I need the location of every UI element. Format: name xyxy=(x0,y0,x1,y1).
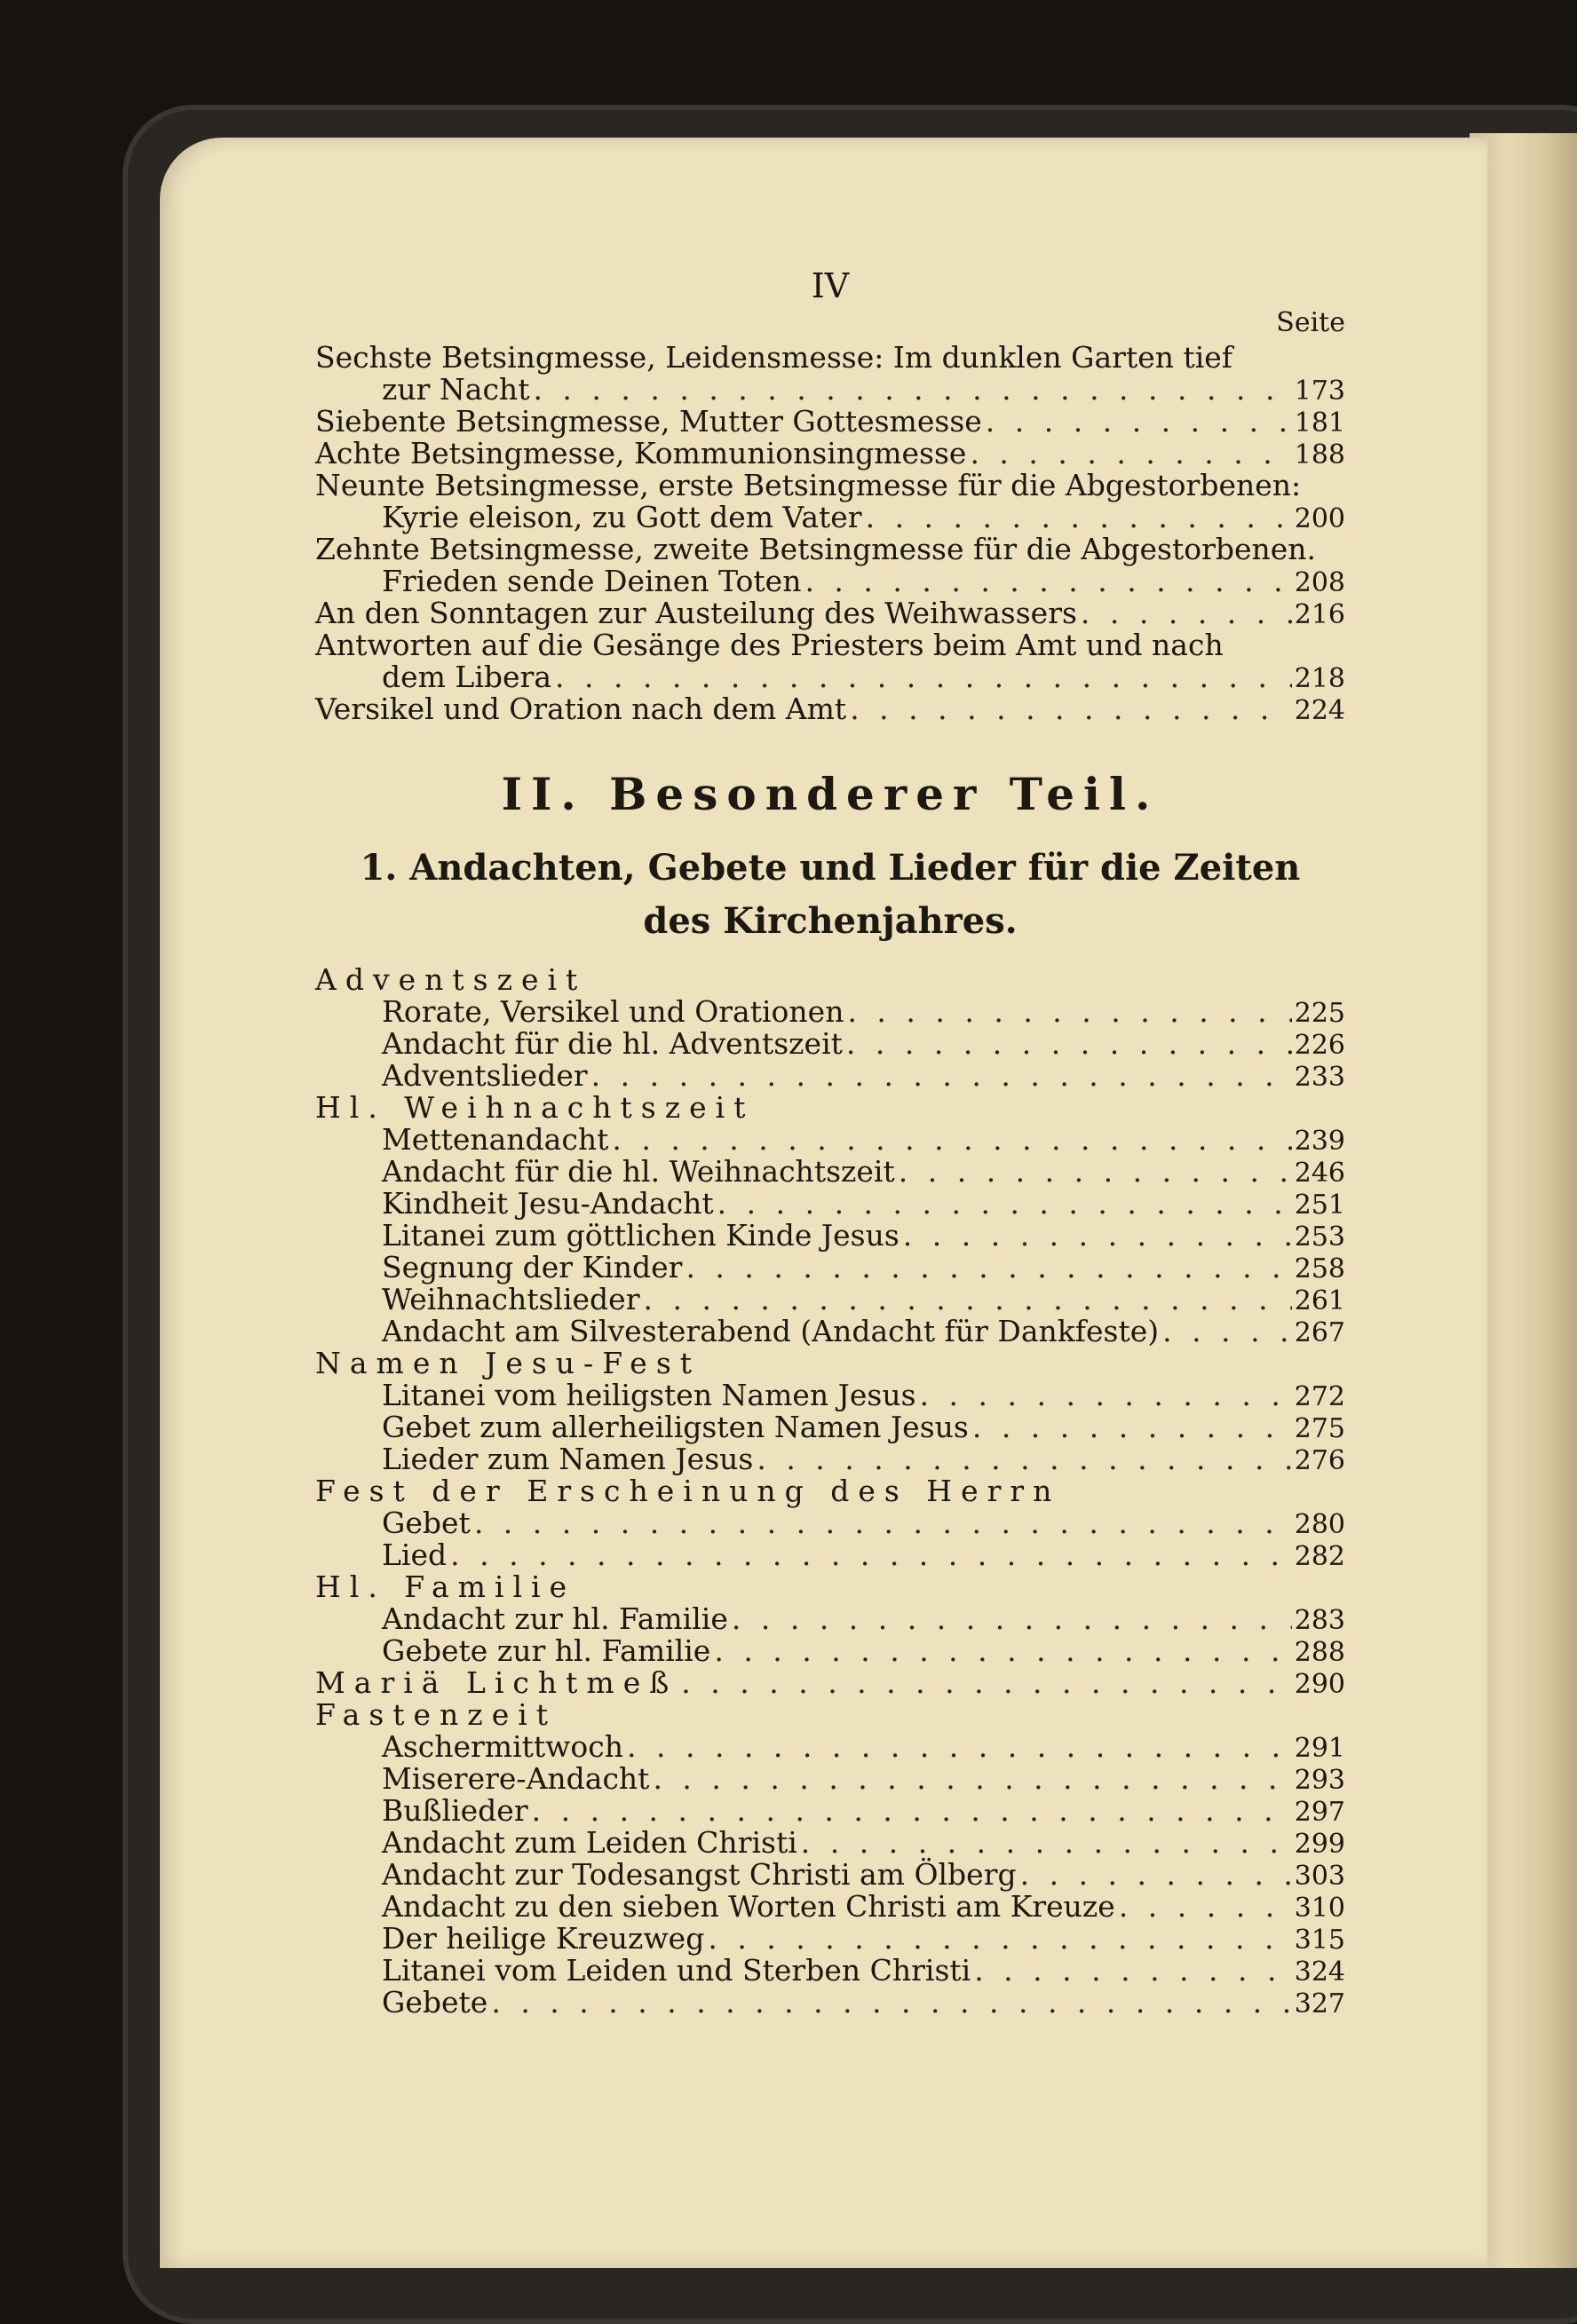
entry-title: Bußlieder xyxy=(382,1793,528,1828)
section-heading: Adventszeit xyxy=(315,962,587,997)
toc-entry xyxy=(315,1316,1345,1348)
dot-leader xyxy=(471,1507,1292,1539)
toc-entry xyxy=(315,661,1345,693)
page-column-label: Seite xyxy=(1276,307,1345,338)
dot-leader xyxy=(1077,597,1292,629)
dot-leader xyxy=(714,1188,1292,1220)
section-heading: Fastenzeit xyxy=(315,1697,558,1732)
toc-entry xyxy=(315,693,1345,725)
entry-title: An den Sonntagen zur Austeilung des Weihwassers xyxy=(315,596,1077,630)
entry-title: Gebet zum allerheiligsten Namen Jesus xyxy=(382,1410,969,1444)
toc-entry xyxy=(315,1923,1345,1955)
entry-title: Andacht zu den sieben Worten Christi am Kreuze xyxy=(382,1889,1115,1924)
part1-entries xyxy=(315,342,1345,725)
section1-heading-line1: 1. Andachten, Gebete und Lieder für die Zeiten xyxy=(360,847,1301,889)
dot-leader xyxy=(846,693,1292,725)
dot-leader xyxy=(682,1252,1292,1284)
entry-title: Gebete xyxy=(382,1985,488,2020)
entry-page: 225 xyxy=(1294,998,1345,1029)
table-of-contents xyxy=(315,266,1345,2019)
toc-entry xyxy=(315,1220,1345,1252)
dot-leader xyxy=(704,1923,1292,1955)
toc-entry xyxy=(315,502,1345,534)
toc-entry xyxy=(315,406,1345,438)
entry-title: Andacht zum Leiden Christi xyxy=(382,1825,797,1860)
dot-leader xyxy=(487,1987,1292,2019)
dot-leader xyxy=(844,996,1292,1028)
dot-leader xyxy=(895,1156,1292,1188)
entry-page: 324 xyxy=(1294,1956,1345,1988)
dot-leader xyxy=(623,1731,1292,1763)
toc-entry xyxy=(315,374,1345,406)
entry-title: Andacht am Silvesterabend (Andacht für Dankfeste) xyxy=(382,1314,1160,1348)
section1-heading xyxy=(315,842,1345,948)
entry-title: Aschermittwoch xyxy=(382,1729,624,1764)
dot-leader xyxy=(529,374,1292,406)
toc-entry xyxy=(315,1252,1345,1284)
dot-leader xyxy=(728,1603,1292,1635)
toc-entry-title-line: Neunte Betsingmesse, erste Betsingmesse für die Abgestorbenen: xyxy=(315,468,1302,502)
entry-page: 288 xyxy=(1294,1637,1345,1668)
dot-leader xyxy=(899,1220,1292,1252)
dot-leader xyxy=(966,438,1292,470)
entry-title: Segnung der Kinder xyxy=(382,1250,683,1285)
entry-title: zur Nacht xyxy=(382,372,530,407)
dot-leader xyxy=(1115,1891,1292,1923)
entry-page: 226 xyxy=(1294,1030,1345,1061)
dot-leader xyxy=(969,1411,1292,1443)
toc-entry xyxy=(315,1859,1345,1891)
entry-page: 218 xyxy=(1294,663,1345,694)
dot-leader xyxy=(447,1539,1292,1571)
toc-entry xyxy=(315,1507,1345,1539)
entry-page: 251 xyxy=(1294,1190,1345,1221)
entry-page: 299 xyxy=(1294,1829,1345,1860)
toc-entry xyxy=(315,597,1345,629)
toc-entry xyxy=(315,1891,1345,1923)
toc-entry xyxy=(315,1763,1345,1795)
entry-title: Andacht für die hl. Adventszeit xyxy=(382,1026,843,1061)
dot-leader xyxy=(528,1795,1292,1827)
entry-page: 200 xyxy=(1294,503,1345,534)
toc-entry xyxy=(315,1284,1345,1316)
entry-title: Rorate, Versikel und Orationen xyxy=(382,994,844,1029)
dot-leader xyxy=(982,406,1292,438)
entry-page: 258 xyxy=(1294,1253,1345,1285)
dot-leader xyxy=(640,1284,1293,1316)
entry-page: 267 xyxy=(1294,1317,1345,1348)
dot-leader xyxy=(678,1667,1292,1699)
dot-leader xyxy=(1017,1859,1292,1891)
toc-entry xyxy=(315,1060,1345,1092)
entry-page: 181 xyxy=(1294,407,1345,439)
section-heading: Fest der Erscheinung des Herrn xyxy=(315,1474,1061,1508)
entry-title: Adventslieder xyxy=(382,1058,588,1093)
entry-title: Gebet xyxy=(382,1506,471,1540)
dot-leader xyxy=(753,1443,1292,1475)
dot-leader xyxy=(843,1028,1292,1060)
entry-page: 280 xyxy=(1294,1509,1345,1540)
entry-page: 283 xyxy=(1294,1605,1345,1636)
entry-title: Kindheit Jesu-Andacht xyxy=(382,1186,714,1221)
section-heading: Hl. Familie xyxy=(315,1569,576,1604)
entry-title: Litanei vom heiligsten Namen Jesus xyxy=(382,1378,916,1412)
section-heading: Hl. Weihnachtszeit xyxy=(315,1090,755,1125)
entry-title: Mariä Lichtmeß xyxy=(315,1665,678,1700)
toc-entry-title-line: Sechste Betsingmesse, Leidensmesse: Im dunklen Garten tief xyxy=(315,340,1233,375)
toc-entry xyxy=(315,1731,1345,1763)
toc-entry xyxy=(315,1411,1345,1443)
entry-title: dem Libera xyxy=(382,660,552,694)
toc-entry xyxy=(315,1028,1345,1060)
toc-entry xyxy=(315,1955,1345,1987)
toc-entry xyxy=(315,1635,1345,1667)
entry-title: Mettenandacht xyxy=(382,1122,609,1157)
toc-entry xyxy=(315,1124,1345,1156)
entry-title: Lied xyxy=(382,1537,448,1572)
entry-title: Versikel und Oration nach dem Amt xyxy=(315,692,847,726)
toc-entry xyxy=(315,1443,1345,1475)
dot-leader xyxy=(588,1060,1292,1092)
toc-entry xyxy=(315,1188,1345,1220)
entry-page: 233 xyxy=(1294,1062,1345,1093)
entry-title: Der heilige Kreuzweg xyxy=(382,1921,705,1956)
entry-page: 291 xyxy=(1294,1733,1345,1764)
section1-heading-line2: des Kirchenjahres. xyxy=(643,900,1018,942)
entry-title: Andacht zur Todesangst Christi am Ölberg xyxy=(382,1857,1017,1892)
dot-leader xyxy=(797,1827,1292,1859)
entry-page: 253 xyxy=(1294,1221,1345,1253)
toc-entry xyxy=(315,1379,1345,1411)
entry-page: 282 xyxy=(1294,1541,1345,1572)
entry-page: 310 xyxy=(1294,1893,1345,1924)
entry-title: Litanei vom Leiden und Sterben Christi xyxy=(382,1953,971,1988)
dot-leader xyxy=(1159,1316,1292,1348)
entry-page: 315 xyxy=(1294,1925,1345,1956)
entry-title: Siebente Betsingmesse, Mutter Gottesmesse xyxy=(315,404,982,439)
dot-leader xyxy=(862,502,1292,534)
part2-heading: II. Besonderer Teil. xyxy=(501,768,1160,820)
toc-entry xyxy=(315,1156,1345,1188)
entry-title: Achte Betsingmesse, Kommunionsingmesse xyxy=(315,436,967,470)
toc-entry xyxy=(315,438,1345,470)
toc-entry xyxy=(315,1827,1345,1859)
entry-title: Lieder zum Namen Jesus xyxy=(382,1442,754,1476)
toc-entry xyxy=(315,1539,1345,1571)
entry-page: 297 xyxy=(1294,1797,1345,1828)
season-sections xyxy=(315,964,1345,2019)
entry-page: 224 xyxy=(1294,695,1345,726)
entry-page: 275 xyxy=(1294,1413,1345,1444)
section-heading xyxy=(315,1667,1345,1699)
entry-page: 173 xyxy=(1294,375,1345,407)
toc-entry xyxy=(315,1603,1345,1635)
entry-page: 327 xyxy=(1294,1988,1345,2020)
toc-entry xyxy=(315,1795,1345,1827)
entry-title: Andacht zur hl. Familie xyxy=(382,1601,728,1636)
entry-title: Kyrie eleison, zu Gott dem Vater xyxy=(382,500,862,534)
entry-page: 246 xyxy=(1294,1158,1345,1189)
dot-leader xyxy=(551,661,1292,693)
entry-page: 272 xyxy=(1294,1381,1345,1412)
entry-page: 303 xyxy=(1294,1861,1345,1892)
entry-title: Miserere-Andacht xyxy=(382,1761,650,1796)
toc-entry xyxy=(315,1987,1345,2019)
dot-leader xyxy=(916,1379,1292,1411)
entry-page: 239 xyxy=(1294,1126,1345,1157)
section-heading: Namen Jesu-Fest xyxy=(315,1346,701,1380)
toc-entry xyxy=(315,996,1345,1028)
entry-page: 188 xyxy=(1294,439,1345,470)
entry-page: 261 xyxy=(1294,1285,1345,1316)
entry-page: 208 xyxy=(1294,567,1345,598)
dot-leader xyxy=(801,565,1292,597)
entry-title: Gebete zur hl. Familie xyxy=(382,1633,711,1668)
page-number: IV xyxy=(811,266,850,305)
toc-entry-title-line: Zehnte Betsingmesse, zweite Betsingmesse für die Abgestorbenen. xyxy=(315,532,1317,566)
entry-title: Frieden sende Deinen Toten xyxy=(382,564,802,598)
dot-leader xyxy=(971,1955,1292,1987)
entry-page: 276 xyxy=(1294,1445,1345,1476)
dot-leader xyxy=(710,1635,1292,1667)
entry-page: 290 xyxy=(1294,1669,1345,1700)
toc-entry xyxy=(315,565,1345,597)
entry-page: 216 xyxy=(1294,599,1345,630)
dot-leader xyxy=(608,1124,1292,1156)
entry-title: Weihnachtslieder xyxy=(382,1282,640,1316)
entry-title: Litanei zum göttlichen Kinde Jesus xyxy=(382,1218,899,1253)
toc-entry-title-line: Antworten auf die Gesänge des Priesters beim Amt und nach xyxy=(315,628,1224,662)
entry-title: Andacht für die hl. Weihnachtszeit xyxy=(382,1154,895,1189)
entry-page: 293 xyxy=(1294,1765,1345,1796)
dot-leader xyxy=(649,1763,1292,1795)
